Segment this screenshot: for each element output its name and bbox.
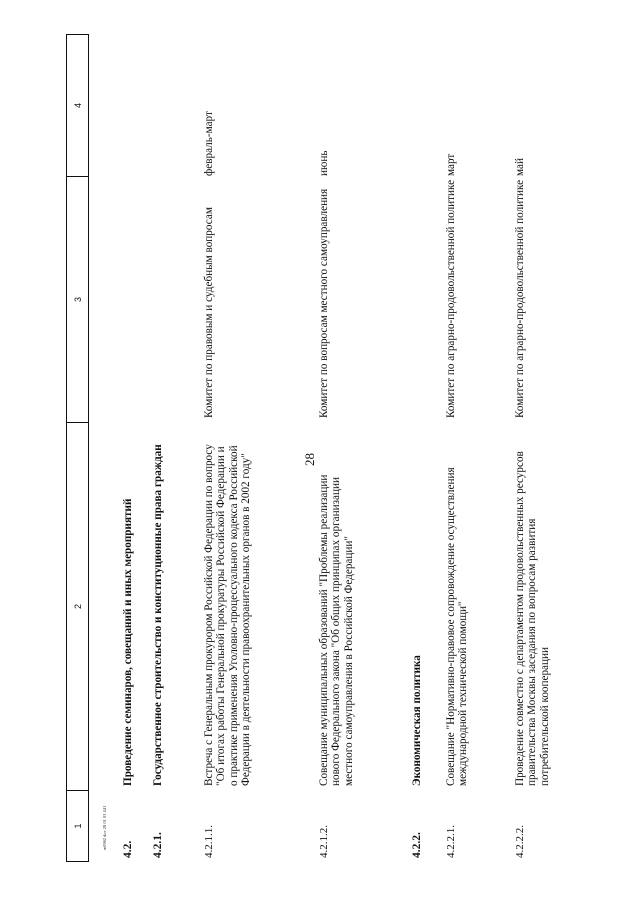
row-number: 4.2.2. <box>411 832 423 858</box>
row-title: Проведение семинаров, совещаний и иных мероприятий <box>122 498 134 786</box>
row-title: Проведение совместно с департаментом продовольственных ресурсов правительства Москвы заседания по вопросам развития потребительской кооперации <box>514 451 551 786</box>
row-title: Государственное строительство и конституционные права граждан <box>152 444 164 786</box>
row-title: Встреча с Генеральным прокурором Российской Федерации по вопросу "Об итогах работы Генеральной прокуратуры Российской Федерации и о практике применения Уголовно-процессуального кодекса Российской Федерации в деятельности правоохранительных органов в 2002 году" <box>203 444 253 786</box>
column-header-1: 1 <box>66 790 89 862</box>
row-period: май <box>514 158 526 176</box>
row-committee: Комитет по правовым и судебным вопросам <box>203 207 215 418</box>
row-period: февраль-март <box>203 111 215 176</box>
row-number: 4.2.1.2. <box>318 825 330 858</box>
row-title: Совещание "Нормативно-правовое сопровождение осуществления международной технической помощи" <box>445 467 470 786</box>
page-number: 28 <box>302 453 317 466</box>
row-number: 4.2.1. <box>152 832 164 858</box>
row-number: 4.2.2.1. <box>445 825 457 858</box>
row-committee: Комитет по вопросам местного самоуправления <box>318 188 330 418</box>
row-committee: Комитет по аграрно-продовольственной политике <box>514 179 526 418</box>
row-committee: Комитет по аграрно-продовольственной политике <box>445 179 457 418</box>
column-header-3: 3 <box>66 176 89 423</box>
column-header-2: 2 <box>66 422 89 791</box>
footer-code: m0962 doc 28 01 03 441 <box>102 805 107 850</box>
row-period: июнь <box>318 150 330 176</box>
row-number: 4.2.1.1. <box>203 825 215 858</box>
row-period: март <box>445 153 457 176</box>
rotated-page-content <box>66 34 600 862</box>
row-number: 4.2.2.2. <box>514 825 526 858</box>
row-title: Совещание муниципальных образований "Проблемы реализации нового Федерального закона "Об общих принципах организации местного самоуправления в Российской Федерации" <box>318 474 355 786</box>
row-title: Экономическая политика <box>411 655 423 786</box>
row-number: 4.2. <box>122 840 134 858</box>
column-header-4: 4 <box>66 34 89 177</box>
